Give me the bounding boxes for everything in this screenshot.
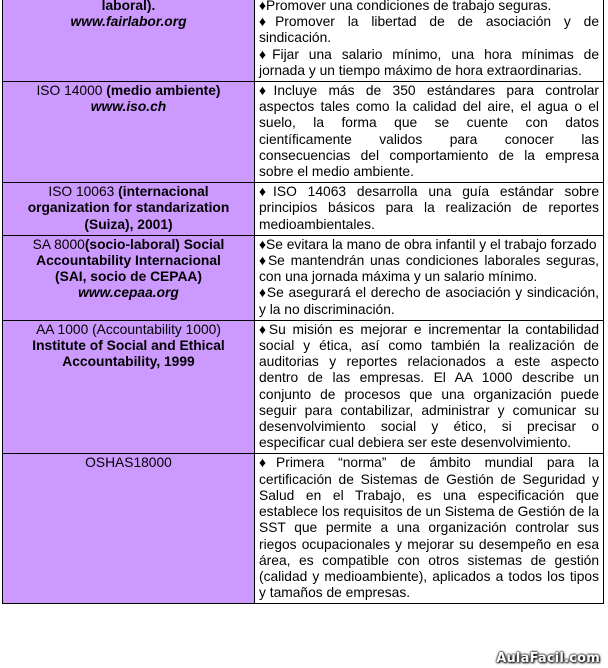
standard-url: www.iso.ch — [90, 99, 167, 115]
standard-subtitle: (internacional organization for standarization (Suiza), 2001) — [27, 184, 230, 232]
standard-url: www.fairlabor.org — [70, 14, 187, 30]
standard-label: laboral). — [101, 0, 156, 13]
standard-label: SA 8000 — [32, 236, 85, 252]
standard-url: www.cepaa.org — [78, 285, 179, 301]
standard-label: AA 1000 (Accountability 1000) — [36, 321, 221, 337]
table-row — [3, 235, 604, 320]
list-item: ♦Primera “norma” de ámbito mundial para la certificación de Sistemas de Gestión de Seguridad y Salud en el Trabajo, es una especificación que establece los requisitos de un Sistema de Gestión de la SST que permite a una organización controlar sus riegos ocupacionales y mejorar su desempeño en esa área, es compatible con otros sistemas de gestión (calidad y medioambiente), aplicados a todos los tipos y tamaños de empresas. — [259, 455, 599, 601]
list-item: ♦Promover la libertad de de asociación y de sindicación. — [259, 14, 599, 46]
standard-description-cell — [255, 183, 604, 236]
list-item: ♦ISO 14063 desarrolla una guía estándar sobre principios básicos para la realización de reportes medioambientales. — [259, 184, 599, 232]
standard-label: OSHAS18000 — [85, 455, 172, 471]
standard-description-cell — [255, 82, 604, 183]
standard-description-cell — [255, 454, 604, 604]
table-row — [3, 183, 604, 236]
list-item: ♦Su misión es mejorar e incrementar la contabilidad social y ética, así como también la realización de auditorias y reportes relacionados a este aspecto dentro de las empresas. El AA 1000 describe un conjunto de procesos que una organización puede seguir para contabilizar, administrar y comunicar su desenvolvimiento social y ético, si precisar o especificar cual debiera ser este desenvolvimiento. — [259, 321, 599, 451]
table-row — [3, 0, 604, 82]
standard-subtitle: (medio ambiente) — [106, 83, 221, 99]
standard-subtitle: Institute of Social and Ethical Accountability, 1999 — [32, 338, 225, 370]
standard-name-cell — [3, 235, 255, 320]
standard-name-cell — [3, 454, 255, 604]
table-row — [3, 454, 604, 604]
list-item: ♦Se evitara la mano de obra infantil y el trabajo forzado — [259, 236, 597, 252]
table-row — [3, 82, 604, 183]
watermark-logo: AulaFacil.com — [496, 651, 600, 666]
standard-name-cell — [3, 0, 255, 82]
standard-description-cell — [255, 235, 604, 320]
standard-subtitle: (socio-laboral) Social Accountability Internacional — [36, 236, 225, 269]
standard-label: ISO 14000 — [36, 83, 103, 99]
standard-description-cell — [255, 0, 604, 82]
list-item: ♦Se mantendrán unas condiciones laborales seguras, con una jornada máxima y un salario mínimo. — [259, 253, 599, 285]
list-item: ♦Fijar una salario mínimo, una hora mínimas de jornada y un tiempo máximo de hora extraordinarias. — [259, 46, 599, 78]
list-item: ♦Se asegurará el derecho de asociación y sindicación, y la no discriminación. — [259, 285, 599, 317]
standard-name-cell — [3, 183, 255, 236]
standard-label: ISO 10063 — [48, 184, 115, 200]
standards-table — [2, 0, 604, 604]
standard-name-cell — [3, 82, 255, 183]
standard-description-cell — [255, 320, 604, 454]
list-item: ♦Incluye más de 350 estándares para controlar aspectos tales como la calidad del aire, el agua o el suelo, la forma que se cuente con datos científicamente validos para conocer las consecuencias del comportamiento de la empresa sobre el medio ambiente. — [259, 83, 599, 180]
table-row — [3, 320, 604, 454]
standard-org: (SAI, socio de CEPAA) — [55, 269, 202, 285]
list-item: ♦Promover una condiciones de trabajo seguras. — [259, 0, 552, 13]
standard-name-cell — [3, 320, 255, 454]
